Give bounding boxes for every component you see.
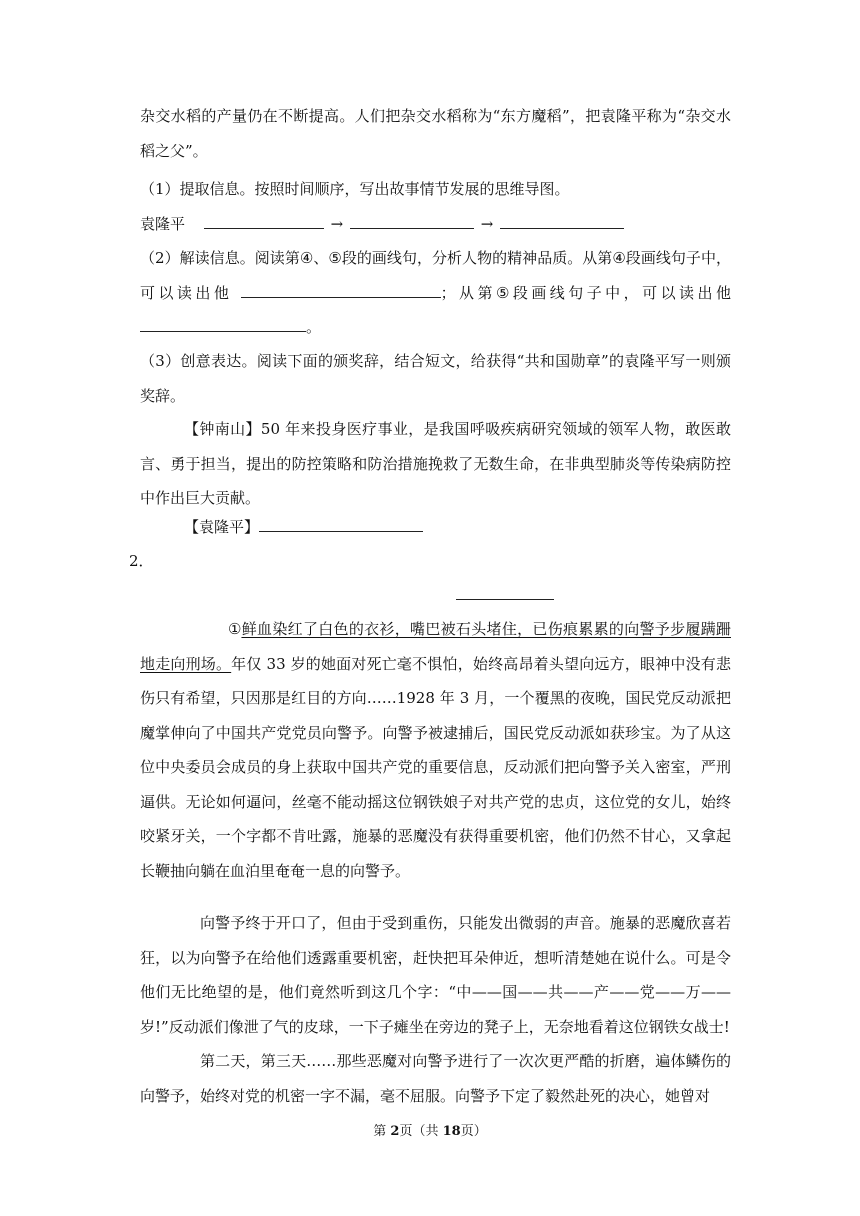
- question-3: （3）创意表达。阅读下面的颁奖辞，结合短文，给获得“共和国勋章”的袁隆平写一则颁奖辞。: [140, 352, 731, 405]
- circled-number-5: ⑤: [495, 283, 510, 302]
- paragraph-hybrid-rice: 杂交水稻的产量仍在不断提高。人们把杂交水稻称为“东方魔稻”，把袁隆平称为“杂交水稻之父”。: [140, 107, 731, 160]
- page-total: 18: [442, 1124, 461, 1139]
- mind-map-start: 袁隆平: [140, 215, 186, 233]
- answer-blank[interactable]: [500, 212, 624, 229]
- story-paragraph-1: ①鲜血染红了白色的衣衫，嘴巴被石头堵住，已伤痕累累的向警予步履蹒跚地走向刑场。年仅 33 岁的她面对死亡毫不惧怕，始终高昂着头望向远方，眼神中没有悲伤只有希望，只因那是红目的方向……1928 年 3 月，一个覆黑的夜晚，国民党反动派把魔掌伸向了中国共产党党员向警予。向警予被逮捕后，国民党反动派如获珍宝。为了从这位中央委员会成员的身上获取中国共产党的重要信息，反动派们把向警予关入密室，严刑逼供。无论如何逼问，丝毫不能动摇这位钢铁娘子对共产党的忠贞，这位党的女儿，始终咬紧牙关，一个字都不肯吐露，施暴的恶魔没有获得重要机密，他们仍然不甘心，又拿起长鞭抽向躺在血泊里奄奄一息的向警予。: [140, 612, 731, 888]
- award-zhong-nanshan: 【钟南山】50 年来投身医疗事业，是我国呼吸疾病研究领域的领军人物，敢医敢言、勇于担当，提出的防控策略和防治措施挽救了无数生命，在非典型肺炎等传染病防控中作出巨大贡献。: [140, 420, 731, 507]
- circled-number-1: ①: [228, 620, 242, 638]
- award-yuan-longping: 【袁隆平】: [184, 515, 423, 537]
- page-number: 2: [390, 1124, 400, 1139]
- page-footer: 第 2页（共 18页）: [373, 1124, 487, 1139]
- answer-blank[interactable]: [204, 212, 324, 229]
- circled-number-5: ⑤: [328, 249, 342, 267]
- circled-number-4: ④: [299, 249, 314, 267]
- answer-blank[interactable]: [259, 515, 423, 532]
- answer-blank[interactable]: [241, 281, 441, 298]
- question-2: （2）解读信息。阅读第④、⑤段的画线句，分析人物的精神品质。从第④段画线句子中，可以读出他 ；从第⑤段画线句子中，可以读出他 。: [140, 241, 731, 345]
- title-blank[interactable]: [456, 598, 554, 600]
- story-paragraph-3: 第二天，第三天……那些恶魔对向警予进行了一次次更严酷的折磨，遍体鳞伤的向警予，始终对党的机密一字不漏，毫不屈服。向警予下定了毅然赴死的决心，她曾对: [140, 1052, 731, 1105]
- answer-blank[interactable]: [140, 315, 306, 332]
- circled-number-4: ④: [612, 249, 626, 267]
- mind-map-line: [140, 212, 624, 234]
- arrow-icon: →: [330, 215, 344, 233]
- underlined-sentence-1: ①鲜血染红了白色的衣衫，嘴巴被石头堵住，已伤痕累累的向警予步履蹒跚地走向刑场。: [140, 620, 731, 673]
- question-1: （1）提取信息。按照时间顺序，写出故事情节发展的思维导图。: [140, 180, 570, 198]
- question-number: 2．: [129, 552, 154, 570]
- story-paragraph-2: 向警予终于开口了，但由于受到重伤，只能发出微弱的声音。施暴的恶魔欣喜若狂，以为向警予在给他们透露重要机密，赶快把耳朵伸近，想听清楚她在说什么。可是令他们无比绝望的是，他们竟然听到这几个字：“中——国——共——产——党——万——岁!”反动派们像泄了气的皮球，一下子瘫坐在旁边的凳子上，无奈地看着这位钢铁女战士!: [140, 914, 731, 1036]
- arrow-icon: →: [480, 215, 494, 233]
- answer-blank[interactable]: [350, 212, 474, 229]
